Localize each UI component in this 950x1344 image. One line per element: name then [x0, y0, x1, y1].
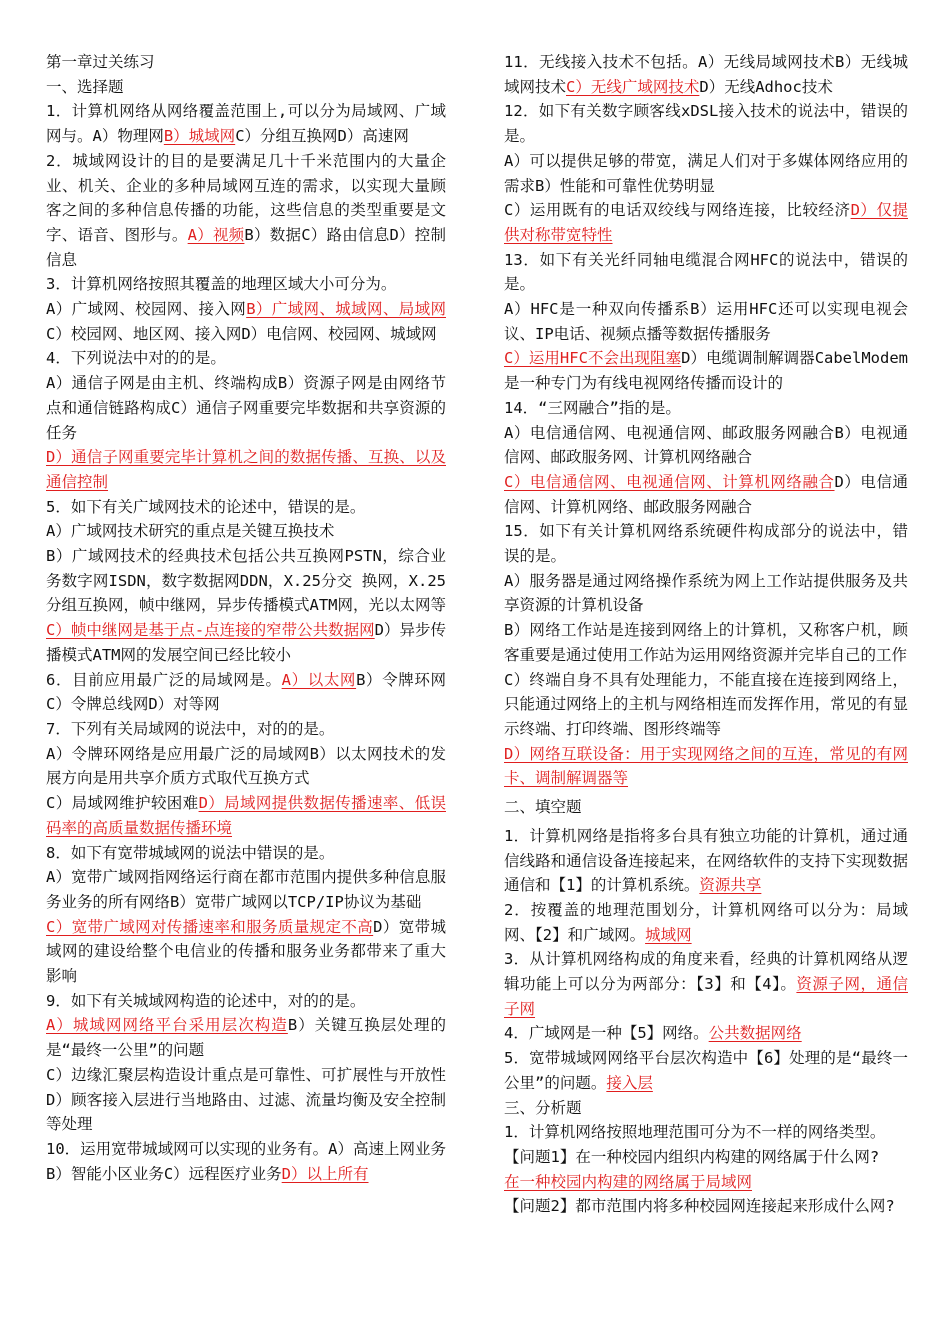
answer-q15: D）网络互联设备：用于实现网络之间的互连，常见的有网卡、调制解调器等	[504, 744, 908, 788]
answer-fill-4: 公共数据网络	[708, 1024, 802, 1043]
answer-q3: B）广域网、城域网、局域网	[246, 300, 446, 319]
answer-q5: C）帧中继网是基于点-点连接的窄带公共数据网	[46, 621, 375, 640]
question-5-stem: 5．如下有关广域网技术的论述中，错误的是。	[46, 497, 366, 516]
answer-q14: C）电信通信网、电视通信网、计算机网络融合	[504, 472, 835, 491]
answer-q4: D）通信子网重要完毕计算机之间的数据传播、互换、以及通信控制	[46, 448, 446, 491]
question-5-options: B）广域网技术的经典技术包括公共互换网PSTN，综合业务数字网ISDN，数字数据网DDN，X.25分交 换网，X.25分组互换网，帧中继网，异步传播模式ATM网，光以太网等C）帧中继网是基于点-点连接的窄带公共数据网D）异步传播模式ATM网的发展空间已经比较小	[46, 547, 447, 664]
fill-5: 5．宽带城域网网络平台层次构造中【6】处理的是“最终一公里”的问题。接入层	[504, 1049, 908, 1092]
chapter-title: 第一章过关练习	[46, 53, 155, 71]
section-heading-choice: 一、选择题	[46, 77, 124, 96]
fill-2: 2．按覆盖的地理范围划分，计算机网络可以分为：局域网、【2】和广域网。城域网	[504, 900, 908, 944]
question-11: 11．无线接入技术不包括。A）无线局域网技术B）无线城域网技术C）无线广域网技术D）无线Adhoc技术	[504, 53, 908, 96]
question-6: 6．目前应用最广泛的局域网是。A）以太网B）令牌环网C）令牌总线网D）对等网	[46, 670, 446, 714]
question-8-stem: 8．如下有宽带城域网的说法中错误的是。	[46, 843, 335, 862]
answer-fill-1: 资源共享	[699, 876, 762, 895]
question-1: 1．计算机网络从网络覆盖范围上,可以分为局域网、广域网与。A）物理网B）城域网C）分组互换网D）高速网	[46, 102, 446, 146]
question-7-stem: 7．下列有关局域网的说法中，对的的是。	[46, 719, 335, 738]
analysis-1-problem-2: 【问题2】都市范围内将多种校园网连接起来形成什么网?	[504, 1197, 895, 1216]
answer-q12: D）仅提供对称带宽特性	[504, 201, 908, 244]
answer-q13: C）运用HFC不会出现阻塞	[504, 349, 682, 368]
fill-4: 4．广域网是一种【5】网络。公共数据网络	[504, 1024, 802, 1043]
answer-q6: A）以太网	[281, 670, 357, 689]
question-5-option-a: A）广域网技术研究的重点是关键互换技术	[46, 522, 335, 541]
fill-1: 1．计算机网络是指将多台具有独立功能的计算机，通过通信线路和通信设备连接起来，在网络软件的支持下实现数据通信和【1】的计算机系统。资源共享	[504, 826, 908, 895]
question-13-stem: 13．如下有关光纤同轴电缆混合网HFC的说法中，错误的是。	[504, 250, 908, 294]
question-3-stem: 3．计算机网络按照其覆盖的地理区域大小可分为。	[46, 275, 397, 294]
right-column	[504, 50, 908, 1219]
question-15-stem: 15．如下有关计算机网络系统硬件构成部分的说法中，错误的是。	[504, 522, 908, 566]
question-3-options: A）广域网、校园网、接入网B）广域网、城域网、局域网C）校园网、地区网、接入网D）电信网、校园网、城域网	[46, 300, 446, 343]
question-13-answer-line: C）运用HFC不会出现阻塞D）电缆调制解调器CabelModem是一种专门为有线电视网络传播而设计的	[504, 349, 909, 393]
answer-q10: D）以上所有	[281, 1164, 369, 1183]
question-9-stem: 9．如下有关城域网构造的论述中，对的的是。	[46, 991, 366, 1010]
question-12-stem: 12．如下有关数字顾客线xDSL接入技术的说法中，错误的是。	[504, 102, 908, 146]
answer-q11: C）无线广域网技术	[566, 77, 700, 96]
question-4-answer	[46, 445, 446, 494]
question-15-option-b: B）网络工作站是连接到网络上的计算机，又称客户机，顾客重要是通过使用工作站为运用网络资源并完毕自己的工作	[504, 621, 908, 664]
analysis-1-stem: 1．计算机网络按照地理范围可分为不一样的网络类型。	[504, 1123, 886, 1142]
answer-q8: C）宽带广域网对传播速率和服务质量规定不高	[46, 917, 374, 936]
answer-analysis-1-1: 在一种校园内构建的网络属于局域网	[504, 1172, 753, 1191]
question-10: 10．运用宽带城域网可以实现的业务有。A）高速上网业务B）智能小区业务C）远程医疗业务D）以上所有	[46, 1139, 446, 1183]
question-8-options: A）宽带广域网指网络运行商在都市范围内提供多种信息服务业务的所有网络B）宽带广域网以TCP/IP协议为基础	[46, 868, 446, 911]
question-9-answer-line: A）城域网网络平台采用层次构造B）关键互换层处理的是“最终一公里”的问题	[46, 1016, 446, 1060]
answer-fill-2: 城域网	[645, 925, 692, 944]
section-heading-fill: 二、填空题	[504, 798, 582, 817]
question-4-options: A）通信子网是由主机、终端构成B）资源子网是由网络节点和通信链路构成C）通信子网重要完毕数据和共享资源的任务	[46, 374, 446, 442]
question-14-options: A）电信通信网、电视通信网、邮政服务网融合B）电视通信网、邮政服务网、计算机网络融合	[504, 423, 908, 467]
answer-q9: A）城域网网络平台采用层次构造	[46, 1016, 288, 1035]
answer-fill-5: 接入层	[606, 1073, 653, 1092]
answer-q1: B）城域网	[163, 127, 236, 146]
question-7-options: A）令牌环网络是应用最广泛的局域网B）以太网技术的发展方向是用共享介质方式取代互换方式	[46, 744, 446, 788]
answer-q7: D）局域网提供数据传播速率、低误码率的高质量数据传播环境	[46, 794, 446, 837]
left-column	[46, 50, 446, 1186]
question-14-stem: 14．“三网融合”指的是。	[504, 398, 681, 417]
fill-3: 3．从计算机网络构成的角度来看，经典的计算机网络从逻辑功能上可以分为两部分：【3】和【4】。资源子网，通信子网	[504, 950, 908, 1018]
question-15-answer	[504, 742, 908, 791]
question-9-options: C）边缘汇聚层构造设计重点是可靠性、可扩展性与开放性D）顾客接入层进行当地路由、过滤、流量均衡及安全控制等处理	[46, 1065, 446, 1134]
question-7-answer-line: C）局域网维护较困难D）局域网提供数据传播速率、低误码率的高质量数据传播环境	[46, 794, 446, 837]
question-4-stem: 4．下列说法中对的的是。	[46, 349, 226, 368]
question-14-answer-line: C）电信通信网、电视通信网、计算机网络融合D）电信通信网、计算机网络、邮政服务网融合	[504, 472, 908, 516]
question-13-options: A）HFC是一种双向传播系B）运用HFC还可以实现电视会议、IP电话、视频点播等数据传播服务	[504, 300, 908, 343]
question-12-options: A）可以提供足够的带宽，满足人们对于多媒体网络应用的需求B）性能和可靠性优势明显	[504, 151, 908, 195]
analysis-1-problem-1: 【问题1】在一种校园内组织内构建的网络属于什么网?	[504, 1147, 880, 1166]
question-2: 2．城域网设计的目的是要满足几十千米范围内的大量企业、机关、企业的多种局域网互连的需求，以实现大量顾客之间的多种信息传播的功能，这些信息的类型重要是文字、语音、图形与。A）视频B）数据C）路由信息D）控制信息	[46, 151, 446, 269]
question-12-answer-line: C）运用既有的电话双绞线与网络连接，比较经济D）仅提供对称带宽特性	[504, 201, 908, 244]
section-heading-analysis: 三、分析题	[504, 1098, 582, 1117]
analysis-1-answer-1-line	[504, 1170, 908, 1195]
answer-q2: A）视频	[187, 225, 245, 244]
question-8-answer-line: C）宽带广域网对传播速率和服务质量规定不高D）宽带城域网的建设给整个电信业的传播和服务业务都带来了重大影响	[46, 917, 446, 986]
question-15-option-c: C）终端自身不具有处理能力，不能直接在连接到网络上，只能通过网络上的主机与网络相连而发挥作用，常见的有显示终端、打印终端、图形终端等	[504, 670, 908, 738]
question-15-option-a: A）服务器是通过网络操作系统为网上工作站提供服务及共享资源的计算机设备	[504, 571, 908, 615]
answer-fill-3: 资源子网，通信子网	[504, 975, 908, 1018]
